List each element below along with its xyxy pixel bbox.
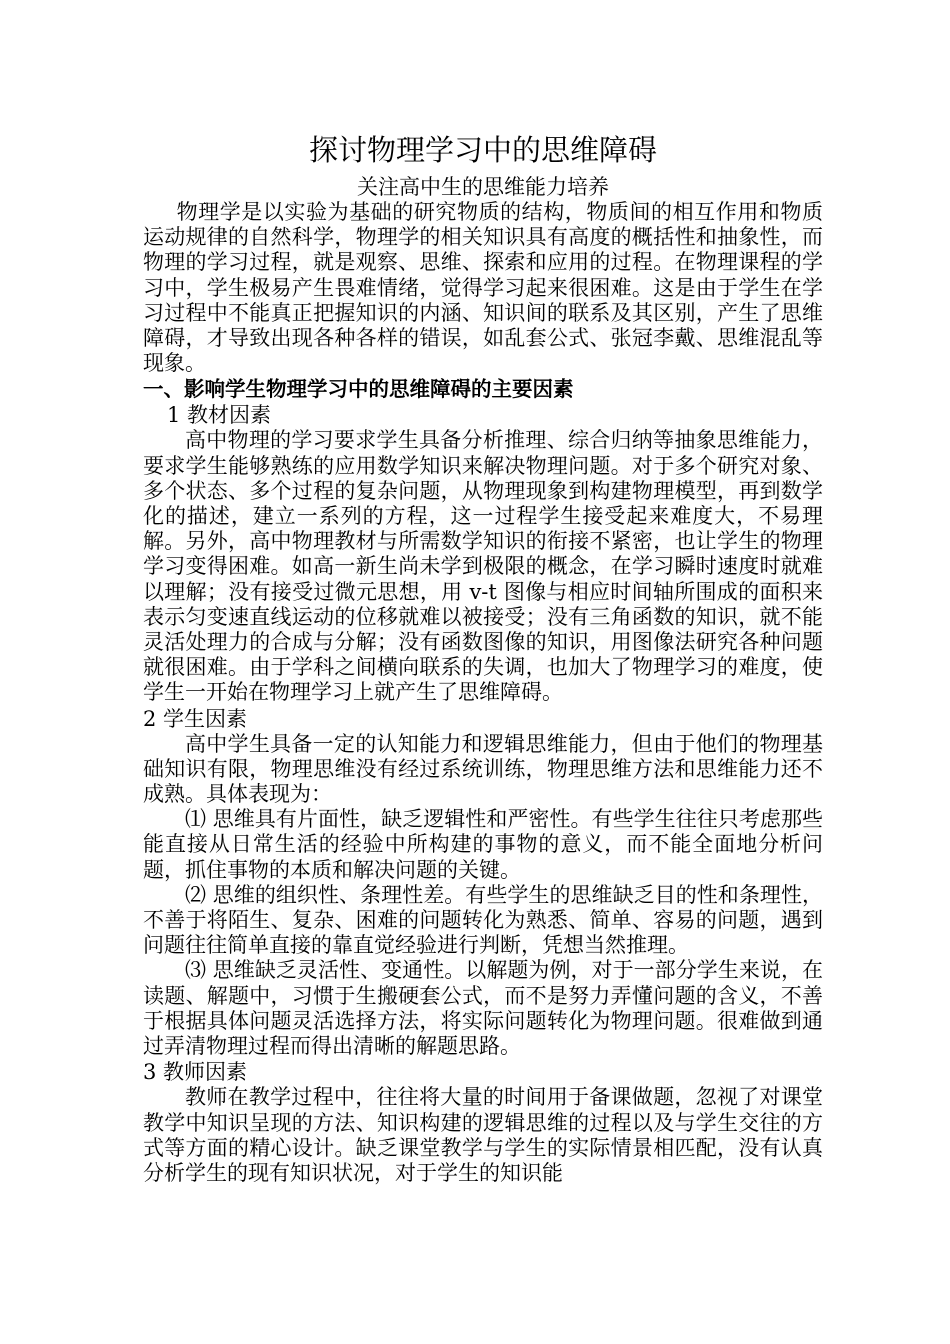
student-item-1: ⑴ 思维具有片面性，缺乏逻辑性和严密性。有些学生往往只考虑那些能直接从日常生活的经验中所构建的事物的意义，而不能全面地分析问题，抓住事物的本质和解决问题的关键。 <box>143 807 823 882</box>
intro-paragraph: 物理学是以实验为基础的研究物质的结构，物质间的相互作用和物质运动规律的自然科学，物理学的相关知识具有高度的概括性和抽象性，而物理的学习过程，就是观察、思维、探索和应用的过程。在物理课程的学习中，学生极易产生畏难情绪，觉得学习起来很困难。这是由于学生在学习过程中不能真正把握知识的内涵、知识间的联系及其区别，产生了思维障碍，才导致出现各种各样的错误，如乱套公式、张冠李戴、思维混乱等现象。 <box>143 200 823 376</box>
factor-paragraph-textbook: 高中物理的学习要求学生具备分析推理、综合归纳等抽象思维能力，要求学生能够熟练的应用数学知识来解决物理问题。对于多个研究对象、多个状态、多个过程的复杂问题，从物理现象到构建物理模型，再到数学化的描述，建立一系列的方程，这一过程学生接受起来难度大，不易理解。另外，高中物理教材与所需数学知识的衔接不紧密，也让学生的物理学习变得困难。如高一新生尚未学到极限的概念，在学习瞬时速度时就难以理解；没有接受过微元思想，用 v-t 图像与相应时间轴所围成的面积来表示匀变速直线运动的位移就难以被接受；没有三角函数的知识，就不能灵活处理力的合成与分解；没有函数图像的知识，用图像法研究各种问题就很困难。由于学科之间横向联系的失调，也加大了物理学习的难度，使学生一开始在物理学习上就产生了思维障碍。 <box>143 428 823 705</box>
factor-heading-textbook: 1 教材因素 <box>167 403 272 428</box>
student-item-3: ⑶ 思维缺乏灵活性、变通性。以解题为例，对于一部分学生来说，在读题、解题中，习惯于生搬硬套公式，而不是努力弄懂问题的含义，不善于根据具体问题灵活选择方法，将实际问题转化为物理问题。很难做到通过弄清物理过程而得出清晰的解题思路。 <box>143 958 823 1059</box>
factor-paragraph-teacher: 教师在教学过程中，往往将大量的时间用于备课做题，忽视了对课堂教学中知识呈现的方法、知识构建的逻辑思维的过程以及与学生交往的方式等方面的精心设计。缺乏课堂教学与学生的实际情景相匹配，没有认真分析学生的现有知识状况，对于学生的知识能 <box>143 1085 823 1185</box>
factor-paragraph-student: 高中学生具备一定的认知能力和逻辑思维能力，但由于他们的物理基础知识有限，物理思维没有经过系统训练，物理思维方法和思维能力还不成熟。具体表现为： <box>143 731 823 807</box>
section-heading-1: 一、影响学生物理学习中的思维障碍的主要因素 <box>143 377 574 402</box>
factor-heading-student: 2 学生因素 <box>143 706 248 731</box>
document-page <box>143 128 823 1186</box>
student-item-2: ⑵ 思维的组织性、条理性差。有些学生的思维缺乏目的性和条理性，不善于将陌生、复杂、困难的问题转化为熟悉、简单、容易的问题，遇到问题往往简单直接的靠直觉经验进行判断，凭想当然推理。 <box>143 882 823 958</box>
document-subtitle: 关注高中生的思维能力培养 <box>357 175 609 199</box>
document-title: 探讨物理学习中的思维障碍 <box>308 133 657 167</box>
factor-heading-teacher: 3 教师因素 <box>143 1060 248 1085</box>
